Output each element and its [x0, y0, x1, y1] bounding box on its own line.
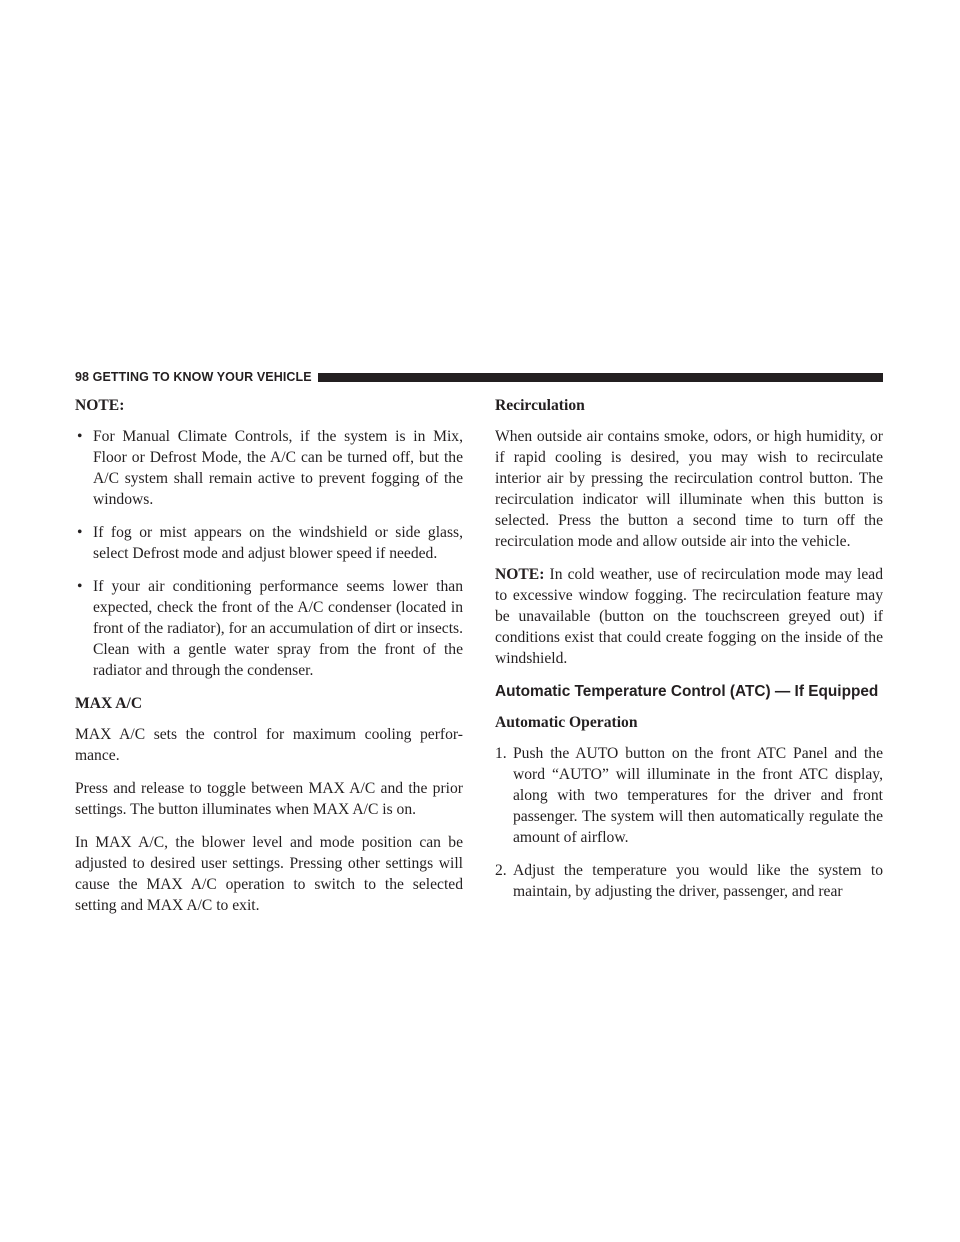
recirculation-paragraph: When outside air contains smoke, odors, or high humidity, or if rapid cooling is desired, you may wish to recirculate interior air by pressing the recirculation control button. The recirculation indicator will illuminate when this button is selected. Press the button a second time to turn off the recirculation mode and allow outside air into the vehicle. — [495, 428, 883, 550]
recirculation-note — [495, 564, 883, 669]
automatic-operation-heading: Automatic Operation — [495, 714, 638, 731]
automatic-operation-steps — [495, 743, 883, 902]
header-rule — [318, 373, 883, 382]
step-item — [495, 743, 883, 848]
bullet-icon: • — [77, 524, 83, 541]
note-bullet-text: If your air conditioning performance seems lower than expected, check the front of the A/C condenser (located in front of the radiator), for an accumulation of dirt or insects. Clean with a gentle water spray from the front of the radiator and through the condenser. — [93, 578, 463, 679]
bullet-icon: • — [77, 578, 83, 595]
max-ac-paragraph: In MAX A/C, the blower level and mode position can be adjusted to desired user settings. Pressing other settings will cause the MAX A/C operation to switch to the selected setting and MAX A/C to exit. — [75, 834, 463, 914]
note-label: NOTE: — [75, 397, 125, 414]
recirculation-heading: Recirculation — [495, 397, 585, 414]
note-bullet-list — [75, 426, 463, 681]
left-column — [75, 395, 463, 928]
step-item — [495, 860, 883, 902]
max-ac-heading: MAX A/C — [75, 695, 143, 712]
step-number: 2. — [495, 862, 507, 879]
note-bullet-item — [75, 426, 463, 510]
note-bullet-item — [75, 522, 463, 564]
page-header — [75, 369, 883, 385]
note-bullet-item — [75, 576, 463, 681]
max-ac-paragraph: Press and release to toggle between MAX A/C and the prior settings. The button illuminates when MAX A/C is on. — [75, 780, 463, 818]
note-bullet-text: For Manual Climate Controls, if the system is in Mix, Floor or Defrost Mode, the A/C can be turned off, but the A/C system shall remain active to prevent fogging of the windows. — [93, 428, 463, 508]
bullet-icon: • — [77, 428, 83, 445]
note-label: NOTE: — [495, 566, 545, 583]
step-text: Push the AUTO button on the front ATC Panel and the word “AUTO” will illuminate in the front ATC display, along with two temperatures for the driver and front passenger. The system will then automatically regulate the amount of airflow. — [513, 745, 883, 846]
step-number: 1. — [495, 745, 507, 762]
atc-section-heading: Automatic Temperature Control (ATC) — If Equipped — [495, 683, 879, 700]
page-header-text: 98 GETTING TO KNOW YOUR VEHICLE — [75, 370, 312, 384]
step-text: Adjust the temperature you would like the system to maintain, by adjusting the driver, passenger, and rear — [513, 862, 883, 900]
right-column — [495, 395, 883, 914]
note-bullet-text: If fog or mist appears on the windshield or side glass, select Defrost mode and adjust blower speed if needed. — [93, 524, 463, 562]
note-text: In cold weather, use of recirculation mode may lead to excessive window fogging. The recirculation feature may be unavailable (button on the touchscreen greyed out) if conditions exist that could create fogging on the inside of the windshield. — [495, 566, 883, 667]
max-ac-paragraph: MAX A/C sets the control for maximum cooling perfor-mance. — [75, 726, 463, 764]
